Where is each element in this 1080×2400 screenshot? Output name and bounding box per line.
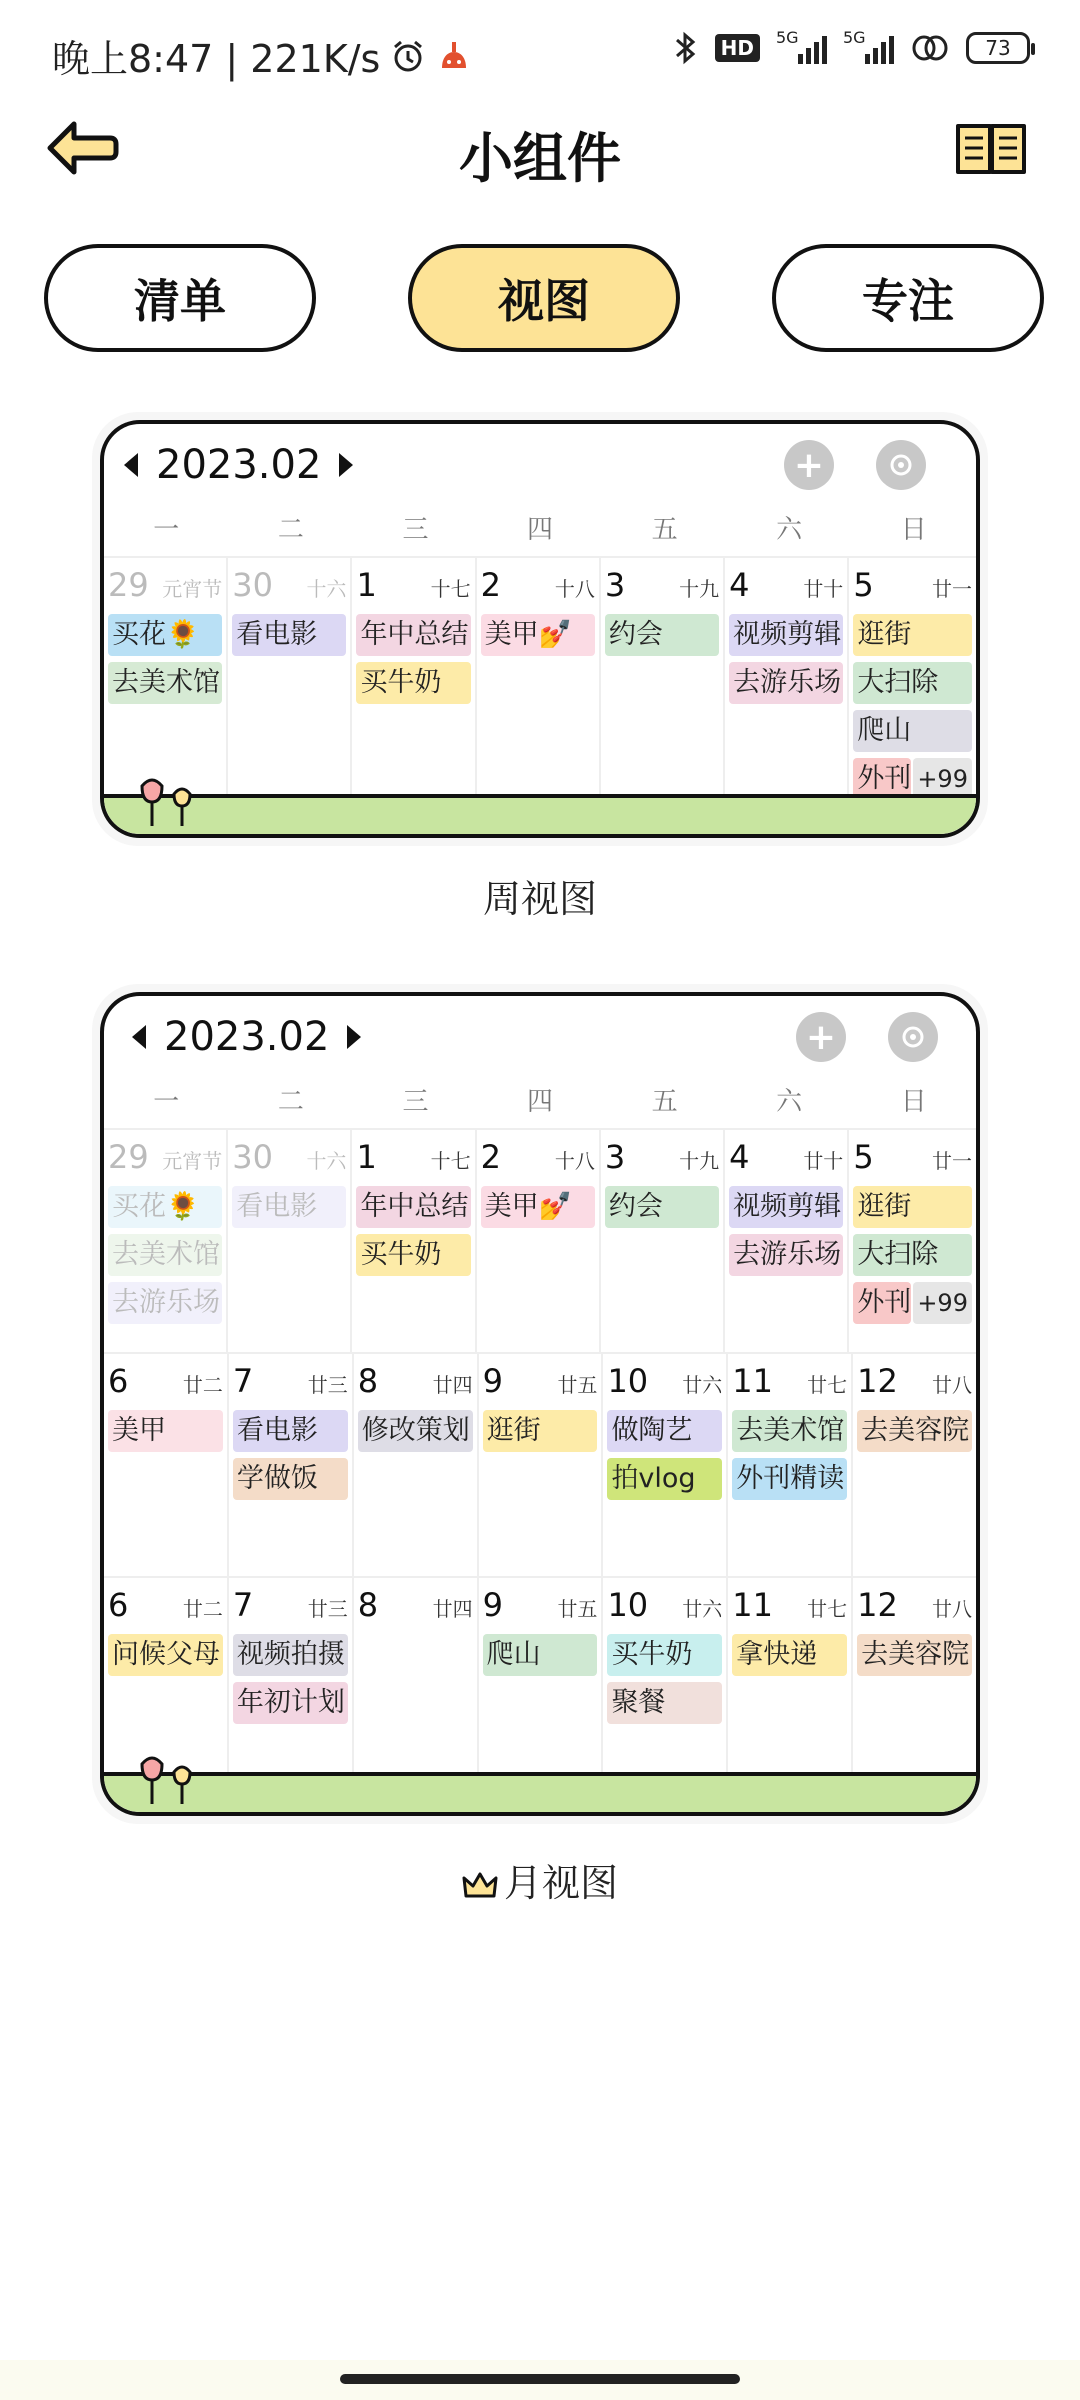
event-chip[interactable]: 修改策划 xyxy=(358,1410,473,1452)
week-month-label: 2023.02 xyxy=(156,442,322,488)
day-header xyxy=(853,1362,976,1404)
day-number: 12 xyxy=(857,1586,898,1624)
event-chip[interactable]: 大扫除 xyxy=(853,1234,972,1276)
day-header xyxy=(725,566,847,608)
lunar-date: 廿四 xyxy=(432,1597,473,1621)
day-number: 29 xyxy=(108,566,149,604)
lunar-date: 廿二 xyxy=(182,1373,223,1397)
event-chip[interactable]: 拿快递 xyxy=(732,1634,847,1676)
weekday-label: 五 xyxy=(651,1087,678,1117)
day-cell[interactable] xyxy=(352,558,476,830)
day-number: 11 xyxy=(732,1362,774,1400)
signal-2-icon xyxy=(843,28,894,64)
lunar-date: 十六 xyxy=(306,577,347,601)
event-chip[interactable]: 大扫除 xyxy=(853,662,972,704)
gear-icon[interactable] xyxy=(888,1012,938,1062)
day-header xyxy=(849,566,976,608)
weekday-label: 三 xyxy=(402,515,429,545)
lunar-date: 廿八 xyxy=(932,1597,973,1621)
week-month-nav xyxy=(124,442,353,488)
tab-list[interactable]: 清单 xyxy=(44,244,316,352)
day-header xyxy=(853,1586,976,1628)
month-weeks xyxy=(104,1130,976,1802)
day-number: 8 xyxy=(357,1586,379,1624)
gear-icon[interactable] xyxy=(876,440,926,490)
event-chip[interactable]: 美甲💅 xyxy=(481,614,595,656)
day-cell[interactable] xyxy=(725,558,849,830)
day-number: 9 xyxy=(482,1586,503,1624)
day-header xyxy=(104,1586,227,1628)
widget-type-tabs xyxy=(44,244,1044,354)
day-header xyxy=(601,566,723,608)
weekday-label: 二 xyxy=(277,515,304,545)
day-number: 30 xyxy=(232,566,273,604)
event-chip[interactable]: 看电影 xyxy=(232,1186,346,1228)
event-chip[interactable]: 聚餐 xyxy=(607,1682,722,1724)
day-number: 30 xyxy=(232,1138,273,1176)
event-chip[interactable]: 看电影 xyxy=(233,1410,348,1452)
lunar-date: 廿五 xyxy=(557,1373,598,1397)
event-chip[interactable]: 美甲💅 xyxy=(481,1186,595,1228)
week-view-card xyxy=(100,420,980,838)
event-chip[interactable]: 买牛奶 xyxy=(356,662,470,704)
event-chip[interactable]: 外刊精读 xyxy=(732,1458,847,1500)
month-view-caption-row xyxy=(0,1852,1080,1907)
event-chip[interactable]: 视频拍摄 xyxy=(233,1634,348,1676)
day-cell[interactable] xyxy=(228,1130,352,1352)
lunar-date: 廿十 xyxy=(803,577,844,601)
day-number: 9 xyxy=(482,1362,503,1400)
lunar-date: 廿十 xyxy=(803,1149,844,1173)
lunar-date: 十七 xyxy=(430,1149,471,1173)
weekday-label: 五 xyxy=(651,515,678,545)
month-view-caption: 月视图 xyxy=(503,1861,618,1905)
net-tag-1: 5G xyxy=(776,28,799,47)
day-cell[interactable] xyxy=(477,558,601,830)
alarm-icon xyxy=(390,38,426,74)
day-header xyxy=(104,1138,226,1180)
more-events-badge[interactable]: +99 xyxy=(913,1282,972,1324)
day-header xyxy=(228,566,350,608)
day-header xyxy=(728,1586,851,1628)
event-chip[interactable]: 年中总结 xyxy=(356,1186,470,1228)
lunar-date: 十九 xyxy=(679,1149,720,1173)
day-cell[interactable] xyxy=(601,558,725,830)
event-chip[interactable]: 年初计划 xyxy=(233,1682,348,1724)
day-header xyxy=(354,1362,477,1404)
day-header xyxy=(228,1138,350,1180)
day-number: 3 xyxy=(604,1138,626,1176)
event-chip[interactable]: 买花🌻 xyxy=(108,1186,222,1228)
event-chip[interactable]: 去美容院 xyxy=(857,1634,972,1676)
event-chip[interactable]: 做陶艺 xyxy=(607,1410,722,1452)
day-cell[interactable] xyxy=(603,1578,728,1800)
day-cell[interactable] xyxy=(352,1130,476,1352)
day-number: 7 xyxy=(232,1586,254,1624)
day-number: 1 xyxy=(356,566,377,604)
event-chip[interactable]: 去游乐场 xyxy=(729,662,843,704)
day-header xyxy=(352,566,474,608)
weekday-label: 六 xyxy=(776,1087,803,1117)
day-cell[interactable] xyxy=(849,558,976,830)
event-chip[interactable]: 视频剪辑 xyxy=(729,614,843,656)
day-number: 7 xyxy=(232,1362,254,1400)
weekday-label: 二 xyxy=(277,1087,304,1117)
flower-decoration-icon xyxy=(134,776,204,826)
day-cell[interactable] xyxy=(229,1354,354,1576)
signal-1-icon xyxy=(776,28,827,64)
day-cell[interactable] xyxy=(853,1354,976,1576)
day-header xyxy=(603,1362,726,1404)
lunar-date: 十八 xyxy=(554,577,595,601)
day-header xyxy=(229,1362,352,1404)
day-number: 1 xyxy=(356,1138,377,1176)
weekday-label: 一 xyxy=(153,515,180,545)
event-chip[interactable]: 拍vlog xyxy=(607,1458,722,1500)
day-header xyxy=(603,1586,726,1628)
day-number: 6 xyxy=(108,1586,129,1624)
add-icon[interactable]: + xyxy=(784,440,834,490)
week-view-widget[interactable] xyxy=(92,412,988,846)
day-cell[interactable] xyxy=(479,1354,604,1576)
month-week-row xyxy=(104,1578,976,1802)
lunar-date: 廿七 xyxy=(807,1373,848,1397)
weekday-label: 一 xyxy=(153,1087,180,1117)
event-chip[interactable]: 买牛奶 xyxy=(356,1234,470,1276)
day-cell[interactable] xyxy=(849,1130,976,1352)
flower-decoration-icon xyxy=(134,1754,204,1804)
event-chip[interactable]: 去游乐场 xyxy=(729,1234,843,1276)
lunar-date: 廿七 xyxy=(807,1597,848,1621)
grass-decoration xyxy=(104,1772,976,1812)
weekday-label: 日 xyxy=(900,1087,927,1117)
status-left xyxy=(52,28,472,83)
day-cell[interactable] xyxy=(104,1354,229,1576)
day-number: 3 xyxy=(604,566,626,604)
hd-badge: HD xyxy=(715,34,760,62)
event-chip[interactable]: 去美容院 xyxy=(857,1410,972,1452)
lunar-date: 十八 xyxy=(554,1149,595,1173)
day-cell[interactable] xyxy=(229,1578,354,1800)
week-view-caption: 周视图 xyxy=(482,877,597,921)
day-header xyxy=(229,1586,352,1628)
day-number: 8 xyxy=(357,1362,379,1400)
day-number: 11 xyxy=(732,1586,774,1624)
event-row xyxy=(853,1282,972,1324)
day-header xyxy=(849,1138,976,1180)
day-header xyxy=(728,1362,851,1404)
event-chip[interactable]: 约会 xyxy=(605,614,719,656)
event-chip[interactable]: 买花🌻 xyxy=(108,614,222,656)
month-calendar-header xyxy=(104,996,976,1082)
event-chip[interactable]: 问候父母 xyxy=(108,1634,223,1676)
day-cell[interactable] xyxy=(228,558,352,830)
day-number: 5 xyxy=(853,566,874,604)
home-indicator[interactable] xyxy=(340,2374,740,2384)
day-number: 12 xyxy=(857,1362,898,1400)
prev-month-icon[interactable] xyxy=(132,1025,146,1049)
day-number: 5 xyxy=(853,1138,874,1176)
event-chip[interactable]: 外刊 xyxy=(853,758,911,800)
event-chip[interactable]: 逛街 xyxy=(483,1410,598,1452)
week-weekday-row xyxy=(104,510,976,558)
lunar-date: 廿三 xyxy=(307,1597,348,1621)
status-time-speed: 晚上8:47 | 221K/s xyxy=(52,37,381,81)
month-weekday-row xyxy=(104,1082,976,1130)
lunar-date: 廿六 xyxy=(682,1373,723,1397)
lunar-date: 十九 xyxy=(679,577,720,601)
day-number: 10 xyxy=(607,1586,649,1624)
weekday-label: 三 xyxy=(402,1087,429,1117)
next-month-icon[interactable] xyxy=(339,453,353,477)
day-cell[interactable] xyxy=(725,1130,849,1352)
day-number: 4 xyxy=(729,1138,750,1176)
prev-month-icon[interactable] xyxy=(124,453,138,477)
net-tag-2: 5G xyxy=(843,28,866,47)
day-number: 2 xyxy=(480,566,502,604)
event-chip[interactable]: 外刊 xyxy=(853,1282,911,1324)
day-cell[interactable] xyxy=(477,1130,601,1352)
event-chip[interactable]: 学做饭 xyxy=(233,1458,348,1500)
month-month-label: 2023.02 xyxy=(164,1014,330,1060)
day-header xyxy=(601,1138,723,1180)
tab-focus[interactable]: 专注 xyxy=(772,244,1044,352)
event-chip[interactable]: 爬山 xyxy=(853,710,972,752)
day-header xyxy=(477,1138,599,1180)
bluetooth-icon xyxy=(671,30,699,66)
day-header xyxy=(477,566,599,608)
event-chip[interactable]: 去美术馆 xyxy=(108,662,222,704)
month-view-widget[interactable] xyxy=(92,984,988,1824)
event-chip[interactable]: 看电影 xyxy=(232,614,346,656)
add-icon[interactable]: + xyxy=(796,1012,846,1062)
day-header xyxy=(479,1586,602,1628)
lunar-date: 元宵节 xyxy=(162,577,223,601)
weekday-label: 四 xyxy=(527,1087,554,1117)
weekday-label: 六 xyxy=(776,515,803,545)
day-cell[interactable] xyxy=(479,1578,604,1800)
day-cell[interactable] xyxy=(853,1578,976,1800)
more-events-badge[interactable]: +99 xyxy=(913,758,972,800)
day-header xyxy=(479,1362,602,1404)
day-number: 6 xyxy=(108,1362,129,1400)
event-chip[interactable]: 逛街 xyxy=(853,1186,972,1228)
weekday-label: 四 xyxy=(527,515,554,545)
event-chip[interactable]: 视频剪辑 xyxy=(729,1186,843,1228)
page-title: 小组件 xyxy=(459,127,621,190)
day-cell[interactable] xyxy=(728,1354,853,1576)
event-chip[interactable]: 去游乐场 xyxy=(108,1282,222,1324)
crown-icon xyxy=(462,1870,498,1900)
day-cell[interactable] xyxy=(104,1130,228,1352)
book-icon[interactable] xyxy=(954,120,1028,176)
status-right xyxy=(671,30,1030,66)
month-view-card xyxy=(100,992,980,1816)
day-number: 29 xyxy=(108,1138,149,1176)
event-chip[interactable]: 去美术馆 xyxy=(732,1410,847,1452)
month-month-nav xyxy=(132,1014,361,1060)
day-cell[interactable] xyxy=(354,1354,479,1576)
event-chip[interactable]: 买牛奶 xyxy=(607,1634,722,1676)
lunar-date: 廿四 xyxy=(432,1373,473,1397)
day-header xyxy=(354,1586,477,1628)
lunar-date: 廿六 xyxy=(682,1597,723,1621)
day-cell[interactable] xyxy=(728,1578,853,1800)
lunar-date: 十六 xyxy=(306,1149,347,1173)
lunar-date: 廿一 xyxy=(931,577,972,601)
day-cell[interactable] xyxy=(601,1130,725,1352)
day-cell[interactable] xyxy=(354,1578,479,1800)
day-number: 2 xyxy=(480,1138,502,1176)
event-chip[interactable]: 去美术馆 xyxy=(108,1234,222,1276)
day-cell[interactable] xyxy=(603,1354,728,1576)
lunar-date: 元宵节 xyxy=(162,1149,223,1173)
event-chip[interactable]: 年中总结 xyxy=(356,614,470,656)
next-month-icon[interactable] xyxy=(347,1025,361,1049)
day-number: 10 xyxy=(607,1362,649,1400)
day-header xyxy=(352,1138,474,1180)
app-notification-icon xyxy=(436,38,472,74)
lunar-date: 廿八 xyxy=(932,1373,973,1397)
tab-view[interactable]: 视图 xyxy=(408,244,680,352)
battery-indicator: 73 xyxy=(966,32,1030,64)
lunar-date: 廿二 xyxy=(182,1597,223,1621)
day-number: 4 xyxy=(729,566,750,604)
day-header xyxy=(104,1362,227,1404)
event-chip[interactable]: 美甲 xyxy=(108,1410,223,1452)
event-chip[interactable]: 爬山 xyxy=(483,1634,598,1676)
lunar-date: 廿五 xyxy=(557,1597,598,1621)
month-week-row xyxy=(104,1130,976,1354)
month-week-row xyxy=(104,1354,976,1578)
weekday-label: 日 xyxy=(900,515,927,545)
lunar-date: 十七 xyxy=(430,577,471,601)
link-icon xyxy=(910,32,950,64)
grass-decoration xyxy=(104,794,976,834)
lunar-date: 廿三 xyxy=(307,1373,348,1397)
event-chip[interactable]: 逛街 xyxy=(853,614,972,656)
status-bar xyxy=(0,0,1080,104)
day-header xyxy=(725,1138,847,1180)
app-header xyxy=(0,104,1080,194)
day-header xyxy=(104,566,226,608)
week-days-grid xyxy=(104,558,976,830)
week-calendar-header xyxy=(104,424,976,510)
lunar-date: 廿一 xyxy=(931,1149,972,1173)
event-chip[interactable]: 约会 xyxy=(605,1186,719,1228)
